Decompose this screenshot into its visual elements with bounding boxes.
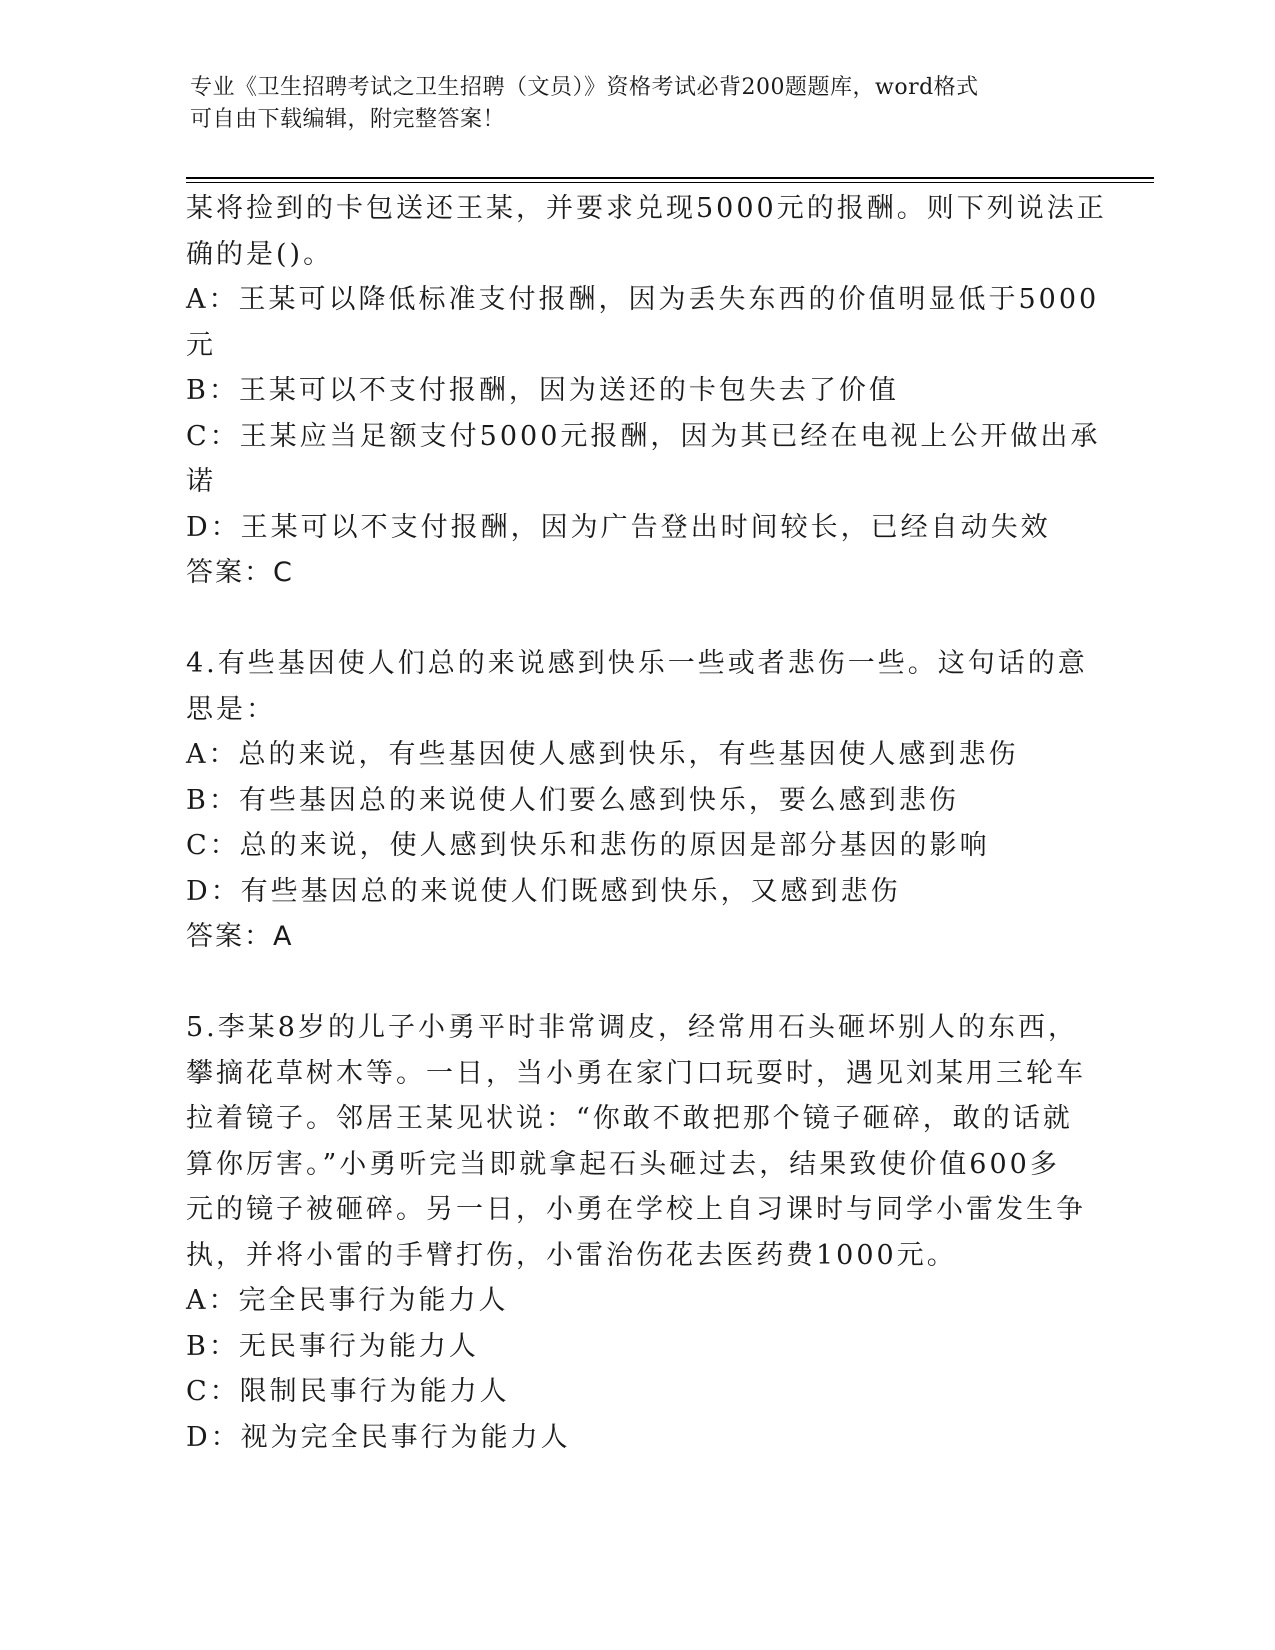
question-5 [186, 1005, 1086, 1460]
option-d: D：有些基因总的来说使人们既感到快乐，又感到悲伤 [186, 875, 901, 907]
question-4 [186, 641, 1086, 960]
option-d: D：视为完全民事行为能力人 [186, 1421, 571, 1453]
answer-label: 答案：C [186, 557, 294, 588]
option-b: B：有些基因总的来说使人们要么感到快乐，要么感到悲伤 [186, 784, 959, 816]
option-c: C：限制民事行为能力人 [186, 1376, 510, 1407]
header-title-line-1: 专业《卫生招聘考试之卫生招聘（文员）》资格考试必背200题题库，word格式 [190, 75, 979, 100]
question-stem: 某将捡到的卡包送还王某，并要求兑现5000元的报酬。则下列说法正 [186, 193, 1107, 224]
question-spacer [186, 596, 1086, 642]
option-a: A：王某可以降低标准支付报酬，因为丢失东西的价值明显低于5000 [186, 284, 1100, 315]
question-stem: 执，并将小雷的手臂打伤，小雷治伤花去医药费1000元。 [186, 1239, 957, 1271]
document-header [190, 72, 1070, 136]
option-d: D：王某可以不支付报酬，因为广告登出时间较长，已经自动失效 [186, 511, 1051, 543]
question-3 [186, 186, 1107, 596]
header-title-line-2: 可自由下载编辑，附完整答案！ [190, 107, 506, 132]
option-a: A：总的来说，有些基因使人感到快乐，有些基因使人感到悲伤 [186, 739, 1019, 770]
question-spacer [186, 960, 1086, 1006]
question-stem: 思是： [186, 693, 276, 725]
question-stem: 元的镜子被砸碎。另一日，小勇在学校上自习课时与同学小雷发生争 [186, 1194, 1086, 1225]
question-stem: 4.有些基因使人们总的来说感到快乐一些或者悲伤一些。这句话的意 [186, 648, 1088, 679]
option-c: 诺 [186, 466, 216, 497]
header-divider-thick [186, 177, 1154, 179]
option-a: 元 [186, 329, 216, 361]
question-stem: 5.李某8岁的儿子小勇平时非常调皮，经常用石头砸坏别人的东西， [186, 1012, 1078, 1043]
option-b: B：无民事行为能力人 [186, 1330, 479, 1362]
question-content [186, 186, 1107, 1460]
header-divider-thin [186, 182, 1154, 183]
option-a: A：完全民事行为能力人 [186, 1285, 509, 1316]
question-stem: 算你厉害。”小勇听完当即就拿起石头砸过去，结果致使价值600多 [186, 1148, 1060, 1180]
question-stem: 拉着镜子。邻居王某见状说：“你敢不敢把那个镜子砸碎，敢的话就 [186, 1103, 1073, 1134]
option-c: C：总的来说，使人感到快乐和悲伤的原因是部分基因的影响 [186, 830, 990, 861]
option-b: B：王某可以不支付报酬，因为送还的卡包失去了价值 [186, 375, 899, 406]
option-c: C：王某应当足额支付5000元报酬，因为其已经在电视上公开做出承 [186, 420, 1101, 452]
answer-label: 答案：A [186, 921, 294, 952]
question-stem: 确的是()。 [186, 238, 334, 270]
question-stem: 攀摘花草树木等。一日，当小勇在家门口玩耍时，遇见刘某用三轮车 [186, 1057, 1086, 1089]
